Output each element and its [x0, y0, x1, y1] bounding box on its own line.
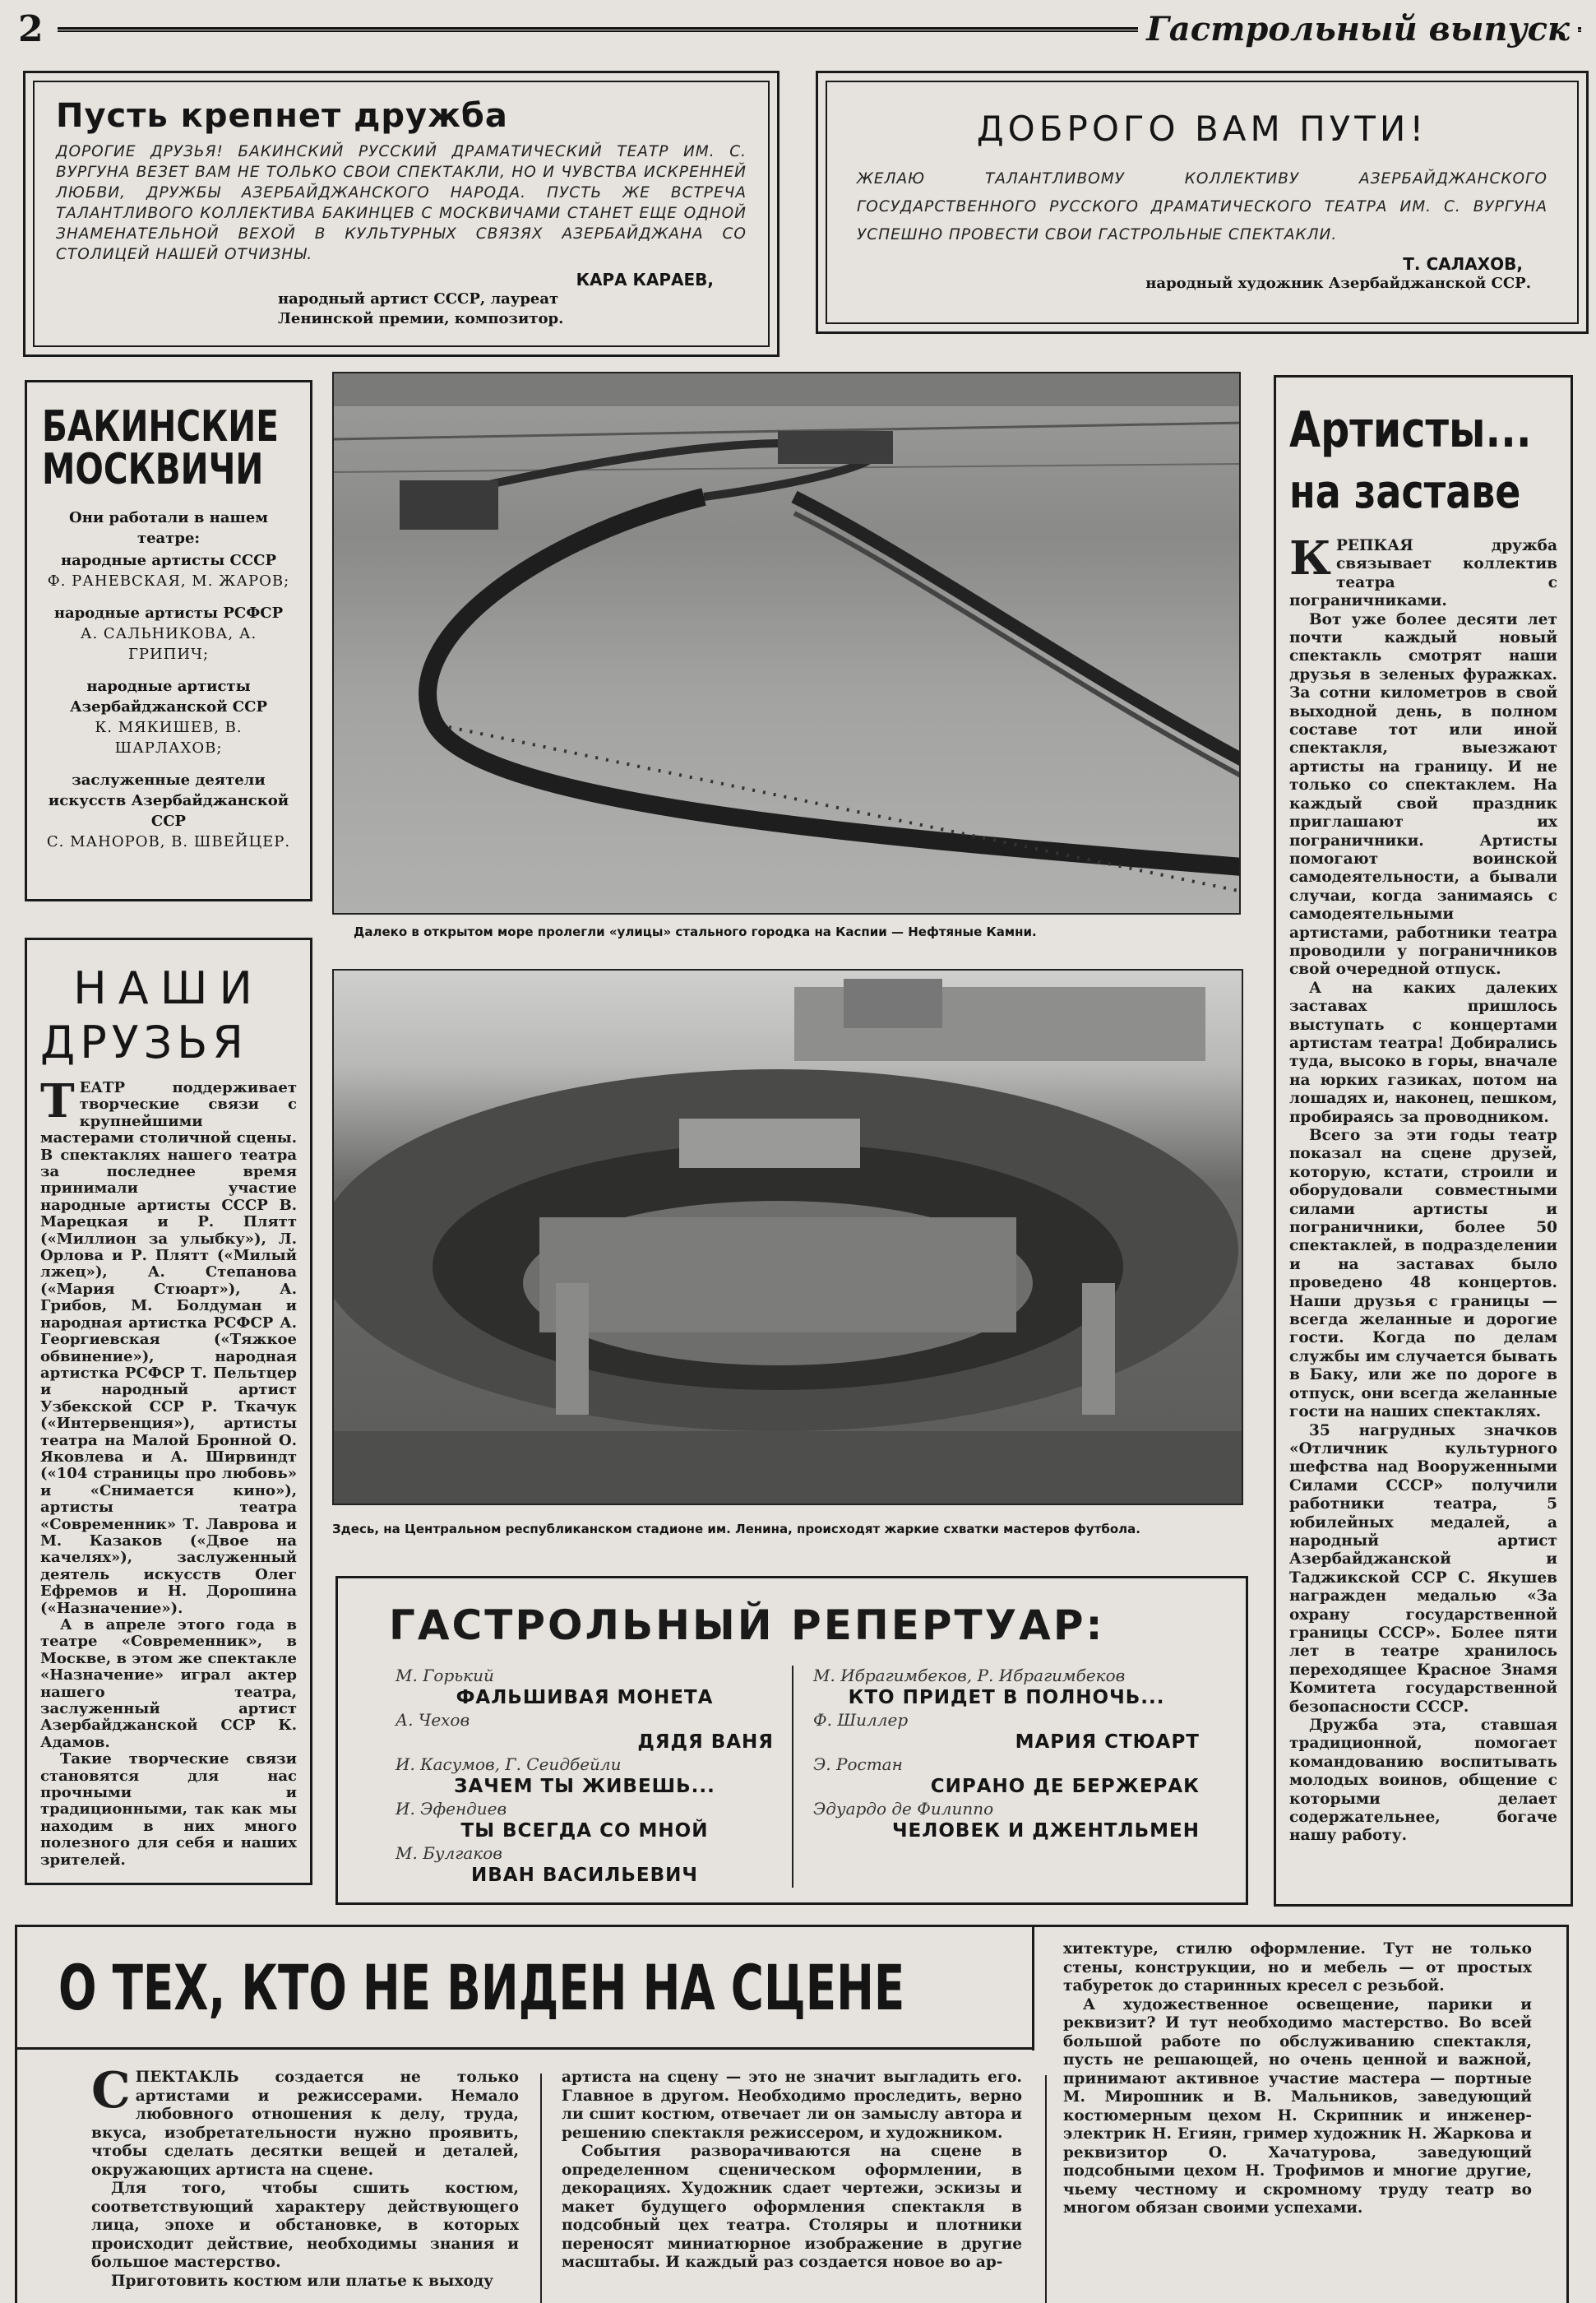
friends-paragraph-2: А в апреле этого года в театре «Современник», в Москве, в этом же спектакле «Назначение» играл актер нашего театра, заслуженный артист Азербайджанской ССР К. Адамов. [40, 1616, 297, 1751]
rep-left-1-title: ФАЛЬШИВАЯ МОНЕТА [456, 1687, 714, 1708]
rep-right-2-title: МАРИЯ СТЮАРТ [1015, 1731, 1200, 1753]
unseen-col1-p2: Для того, чтобы сшить костюм, соответствующий характеру действующего лица, эпохе и обстановке, в которых происходит действие, необходимы знания и большое мастерство. [91, 2180, 519, 2271]
unseen-column-2 [562, 2069, 1022, 2273]
rep-right-1-author: М. Ибрагимбеков, Р. Ибрагимбеков [813, 1666, 1126, 1685]
unseen-box [15, 1925, 1569, 2303]
rep-right-1-title: КТО ПРИДЕТ В ПОЛНОЧЬ... [848, 1687, 1165, 1708]
stadium-caption: Здесь, на Центральном республиканском стадионе им. Ленина, происходят жаркие схватки мастеров футбола. [332, 1522, 1140, 1536]
unseen-col2-p1: артиста на сцену — это не значит выгладить его. Главное в другом. Необходимо проследить, верно ли сшит костюм, отвечает ли он замыслу автора и решению спектакля режиссером, и художником. [562, 2069, 1022, 2142]
salakhov-box [816, 71, 1589, 334]
rep-left-4-title: ТЫ ВСЕГДА СО МНОЙ [460, 1820, 709, 1842]
muscovites-group-1-label: народные артисты СССР [60, 552, 277, 569]
unseen-col-divider-1 [540, 2074, 542, 2303]
artists-dropcap: К [1289, 531, 1331, 586]
artists-paragraph-3: А на каких далеких заставах пришлось выступать с концертами артистам театра! Добирались туда, высоко в горы, вначале на юрких газиках, потом на лошадях и, наконец, пешком, пробираясь за проводником. [1289, 979, 1557, 1126]
friends-box [25, 938, 312, 1885]
publication-title: Гастрольный выпуск [1138, 10, 1578, 49]
artists-paragraph-1: РЕПКАЯ дружба связывает коллектив театра с пограничниками. [1289, 537, 1557, 610]
unseen-title-underline [17, 2047, 1034, 2050]
friends-paragraph-3: Такие творческие связи становятся для нас прочными и традиционными, так как мы находим в них много полезного для себя и наших зрителей. [40, 1750, 297, 1869]
karaev-title: Пусть крепнет дружба [56, 97, 508, 135]
karaev-signature: КАРА КАРАЕВ, [576, 270, 714, 290]
rep-left-5-author: М. Булгаков [396, 1843, 502, 1863]
repertoire-title: ГАСТРОЛЬНЫЙ РЕПЕРТУАР: [389, 1601, 1105, 1649]
oil-rocks-caption: Далеко в открытом море пролегли «улицы» стального городка на Каспии — Нефтяные Камни. [354, 924, 1037, 939]
karaev-role: народный артист СССР, лауреат Ленинской премии, композитор. [278, 290, 564, 327]
friends-dropcap: Т [40, 1074, 75, 1128]
salakhov-text: ЖЕЛАЮ ТАЛАНТЛИВОМУ КОЛЛЕКТИВУ АЗЕРБАЙДЖАНСКОГО ГОСУДАРСТВЕННОГО РУССКОГО ДРАМАТИЧЕСКОГО ТЕАТРА ИМ. С. ВУРГУНА УСПЕШНО ПРОВЕСТИ СВОИ ГАСТРОЛЬНЫЕ СПЕКТАКЛИ. [857, 170, 1547, 243]
artists-paragraph-4: Всего за эти годы театр показал на сцене друзей, которую, кстати, строили и оборудовали совместными силами артисты и пограничники, более 50 спектаклей, в подразделении и на заставах было проведено 48 концертов. Наши друзья с границы — всегда желанные и дорогие гости. Когда по делам службы им случается бывать в Баку, или же по дороге в отпуск, они всегда желанные гости на наших спектаклях. [1289, 1127, 1557, 1421]
rep-left-5-title: ИВАН ВАСИЛЬЕВИЧ [470, 1865, 698, 1886]
repertoire-divider [792, 1666, 793, 1888]
unseen-title-rule [1032, 1927, 1034, 2050]
friends-paragraph-1: ЕАТР поддерживает творческие связи с крупнейшими мастерами столичной сцены. В спектаклях нашего театра за последнее время принимали участие народные артисты СССР В. Марецкая и Р. Плятт («Миллион за улыбку»), Л. Орлова и Р. Плятт («Милый лжец»), А. Степанова («Мария Стюарт»), А. Грибов, М. Болдуман и народная артистка РСФСР А. Георгиевская («Тяжкое обвинение»), народная артистка РСФСР Т. Пельтцер и народный артист Узбекской ССР Р. Ткачук («Интервенция»), артисты театра на Малой Бронной О. Яковлева и А. Ширвиндт («104 страницы про любовь» и «Снимается кино»), артисты театра «Современник» Т. Лаврова и М. Казаков («Двое на качелях»), заслуженный деятель искусств Олег Ефремов и Н. Дорошина («Назначение»). [40, 1079, 297, 1617]
rep-right-4-author: Эдуардо де Филиппо [813, 1799, 994, 1819]
artists-box [1274, 375, 1573, 1907]
rep-left-1-author: М. Горький [396, 1666, 494, 1685]
artists-title-2: на заставе [1289, 466, 1521, 519]
rep-left-2-author: А. Чехов [396, 1710, 470, 1730]
unseen-column-1 [91, 2062, 519, 2291]
muscovites-title-2: МОСКВИЧИ [42, 445, 264, 491]
muscovites-title-1: БАКИНСКИЕ [42, 405, 279, 452]
unseen-col3-p1: хитектуре, стилю оформление. Тут не только стены, конструкции, но и мебель — от простых табуреток до старинных кресел с резьбой. [1063, 1940, 1532, 1995]
muscovites-group-4-names: С. МАНОРОВ, В. ШВЕЙЦЕР. [46, 833, 291, 850]
unseen-col1-p3: Приготовить костюм или платье к выходу [111, 2272, 494, 2290]
friends-title-1: НАШИ [73, 962, 264, 1014]
repertoire-box [335, 1576, 1248, 1905]
salakhov-title: ДОБРОГО ВАМ ПУТИ! [976, 109, 1428, 149]
artists-title-1: Артисты... [1289, 401, 1532, 459]
friends-title-2: ДРУЗЬЯ [40, 1017, 248, 1068]
karaev-box [23, 71, 779, 357]
repertoire-right [813, 1666, 1200, 1843]
stadium-drawing [334, 971, 1243, 1505]
rep-left-2-title: ДЯДЯ ВАНЯ [637, 1731, 774, 1753]
salakhov-role: народный художник Азербайджанской ССР. [1145, 275, 1531, 292]
muscovites-group-3-names: К. МЯКИШЕВ, В. ШАРЛАХОВ; [95, 719, 243, 757]
muscovites-intro: Они работали в нашем театре: [69, 509, 268, 547]
oil-rocks-drawing [334, 373, 1241, 915]
page-number: 2 [18, 8, 44, 50]
muscovites-group-4-label: заслуженные деятели искусств Азербайджанской ССР [48, 772, 289, 830]
unseen-col2-p2: События разворачиваются на сцене в определенном сценическом оформлении, в декорациях. Художник сдает чертежи, эскизы и макет будущего оформления спектакля в подсобный цех театра. Столяры и плотники переносят миниатюрное изображение в другие масштабы. И каждый раз создается новое во ар- [562, 2143, 1022, 2271]
rep-right-4-title: ЧЕЛОВЕК И ДЖЕНТЛЬМЕН [891, 1820, 1200, 1842]
stadium-photo [332, 969, 1243, 1505]
unseen-title: О ТЕХ, КТО НЕ ВИДЕН НА СЦЕНЕ [58, 1955, 905, 2021]
unseen-col-divider-2 [1045, 2075, 1047, 2303]
muscovites-box [25, 380, 312, 901]
salakhov-signature: Т. САЛАХОВ, [1403, 254, 1523, 274]
artists-paragraph-5: 35 нагрудных значков «Отличник культурного шефства над Вооруженными Силами СССР» получили работники театра, 5 юбилейных медалей, а народный артист Азербайджанской и Таджикской ССР С. Якушев награжден медалью «За охрану государственной границы СССР». Более пяти лет в театре хранилось переходящее Красное Знамя Комитета государственной безопасности СССР. [1289, 1421, 1557, 1716]
muscovites-group-2-names: А. САЛЬНИКОВА, А. ГРИПИЧ; [80, 625, 257, 663]
rep-right-3-title: СИРАНО ДЕ БЕРЖЕРАК [930, 1776, 1200, 1797]
artists-paragraph-6: Дружба эта, ставшая традиционной, помогает командованию воспитывать молодых воинов, общение с которыми делает содержательнее, богаче нашу работу. [1289, 1717, 1557, 1845]
rep-right-2-author: Ф. Шиллер [813, 1710, 909, 1730]
rep-left-3-author: И. Касумов, Г. Сеидбейли [396, 1754, 622, 1774]
rep-left-3-title: ЗАЧЕМ ТЫ ЖИВЕШЬ... [454, 1776, 715, 1797]
unseen-column-3 [1063, 1940, 1532, 2218]
artists-paragraph-2: Вот уже более десяти лет почти каждый новый спектакль смотрят наши друзья в зеленых фуражках. За сотни километров в свой выходной день, в полном составе тот или иной спектакля, выезжают артисты на границу. И не только со спектаклем. На каждый свой праздник приглашают их пограничники. Артисты помогают воинской самодеятельности, а бывали случаи, когда занимаясь с самодеятельными артистами, работники театра проводили у пограничников свой очередной отпуск. [1289, 610, 1557, 979]
oil-rocks-photo [332, 372, 1241, 915]
karaev-text: ДОРОГИЕ ДРУЗЬЯ! БАКИНСКИЙ РУССКИЙ ДРАМАТИЧЕСКИЙ ТЕАТР ИМ. С. ВУРГУНА ВЕЗЕТ ВАМ НЕ ТОЛЬКО СВОИ СПЕКТАКЛИ, НО И ЧУВСТВА ИСКРЕННЕЙ ЛЮБВИ, ДРУЖБЫ АЗЕРБАЙДЖАНСКОГО НАРОДА. ПУСТЬ ЖЕ ВСТРЕЧА ТАЛАНТЛИВОГО КОЛЛЕКТИВА БАКИНЦЕВ С МОСКВИЧАМИ СТАНЕТ ЕЩЕ ОДНОЙ ЗНАМЕНАТЕЛЬНОЙ ВЕХОЙ В КУЛЬТУРНЫХ СВЯЗЯХ АЗЕРБАЙДЖАНА СО СТОЛИЦЕЙ НАШЕЙ ОТЧИЗНЫ. [56, 143, 747, 263]
unseen-col3-p2: А художественное освещение, парики и реквизит? И тут необходимо мастерство. Во всей большой работе по обслуживанию спектакля, пусть не решающей, но очень ценной и важной, принимают активное участие мастера — портные М. Мирошник и В. Мальников, заведующий костюмерным цехом Н. Скрипник и инженер-электрик Н. Егиян, гример художник Н. Жаркова и реквизитор О. Хачатурова, заведующий подсобными цехом Н. Трофимов и многие другие, чьему честному и скромному труду театр во многом обязан своими успехами. [1063, 1995, 1532, 2217]
rep-right-3-author: Э. Ростан [813, 1754, 903, 1774]
unseen-col1-p1: ПЕКТАКЛЬ создается не только артистами и режиссерами. Немало любовного отношения к делу, труда, вкуса, изобретательности нужно проявить, чтобы сделать десятки вещей и деталей, окружающих артиста на сцене. [91, 2069, 519, 2179]
unseen-dropcap: С [91, 2062, 131, 2120]
muscovites-group-2-label: народные артисты РСФСР [53, 605, 284, 622]
muscovites-group-1-names: Ф. РАНЕВСКАЯ, М. ЖАРОВ; [47, 572, 290, 590]
repertoire-left [396, 1666, 774, 1888]
rep-left-4-author: И. Эфендиев [396, 1799, 507, 1819]
muscovites-group-3-label: народные артисты Азербайджанской ССР [70, 678, 267, 716]
